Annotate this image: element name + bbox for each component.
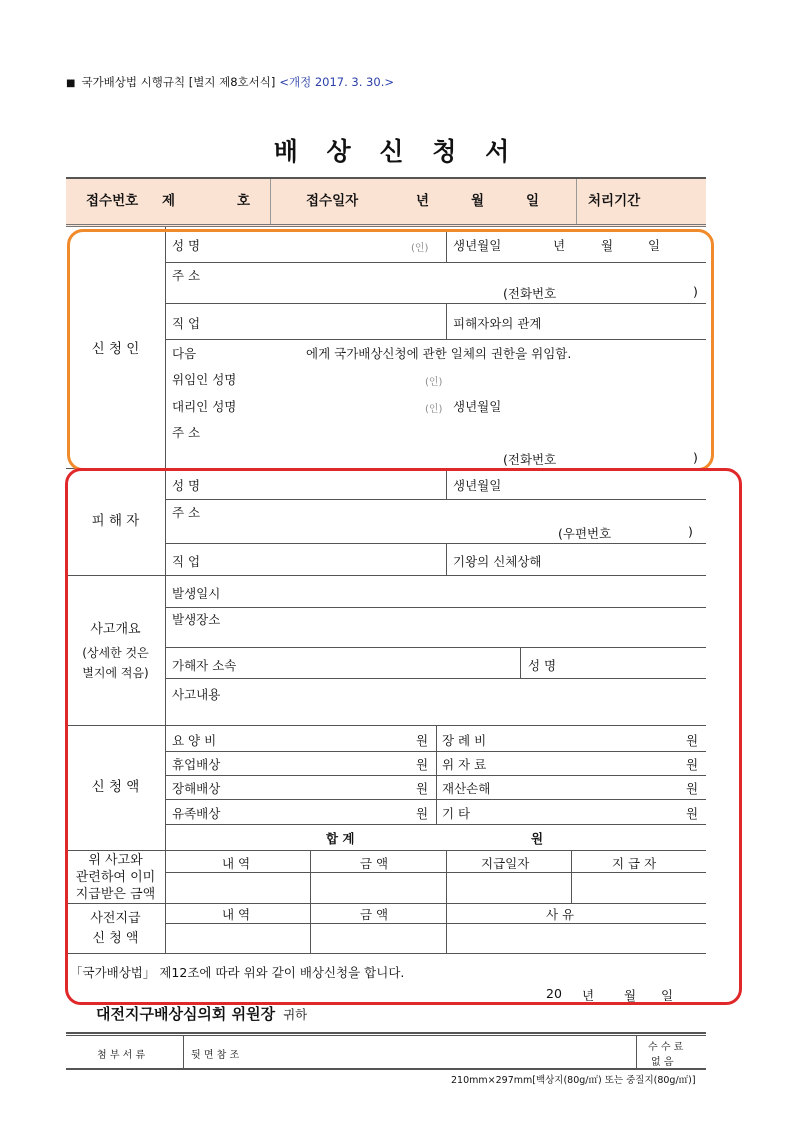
agent-seal: (인) — [425, 404, 443, 415]
applicant-highlight-box — [67, 229, 714, 471]
square-marker-icon: ■ — [66, 78, 76, 89]
applicant-relation-label: 피해자와의 관계 — [453, 316, 542, 331]
agent-phone-close: ) — [693, 450, 698, 465]
accident-section-line1: 사고개요 — [90, 622, 141, 637]
receipt-number-label: 접수번호 — [86, 193, 139, 209]
accident-section-line3: 별지에 적음) — [82, 666, 149, 680]
form-ref-text: 국가배상법 시행규칙 [별지 제8호서식] — [81, 75, 276, 89]
applicant-birth-month: 월 — [601, 238, 614, 253]
advance-line1: 사전지급 — [90, 911, 141, 926]
victim-postal-close: ) — [688, 524, 693, 539]
receipt-date-label: 접수일자 — [306, 193, 359, 209]
claim-total-label: 합 계 — [326, 831, 355, 846]
claim-funeral-label: 장 례 비 — [442, 733, 487, 748]
addressee-name: 대전지구배상심의회 위원장 — [96, 1005, 276, 1023]
claim-won-l4: 원 — [416, 806, 429, 821]
claim-won-l1: 원 — [416, 733, 429, 748]
prior-line3: 지급받은 금액 — [75, 887, 156, 902]
declaration-day: 일 — [661, 988, 674, 1003]
processing-period-label: 처리기간 — [588, 193, 641, 209]
revision-text: <개정 2017. 3. 30.> — [279, 75, 394, 89]
prior-header-date: 지급일자 — [481, 856, 530, 871]
victim-section-label: 피 해 자 — [91, 513, 140, 529]
receipt-day: 일 — [526, 193, 540, 209]
victim-job-label: 직 업 — [172, 554, 201, 569]
victim-postal-open: (우편번호 — [558, 526, 612, 541]
attachments-value: 뒷 면 참 조 — [191, 1050, 240, 1061]
applicant-birth-day: 일 — [648, 238, 661, 253]
receipt-year: 년 — [416, 193, 430, 209]
victim-address-label: 주 소 — [172, 505, 201, 520]
claim-other-label: 기 타 — [442, 806, 471, 821]
claim-won-r4: 원 — [686, 806, 699, 821]
claim-consolation-label: 위 자 료 — [442, 757, 487, 772]
claim-won-l2: 원 — [416, 757, 429, 772]
prior-header-payer: 지 급 자 — [612, 856, 657, 871]
paper-spec: 210mm×297mm[백상지(80g/㎡) 또는 중질지(80g/㎡)] — [451, 1075, 696, 1086]
advance-header-amount: 금 액 — [360, 907, 389, 922]
applicant-name-label: 성 명 — [172, 238, 201, 253]
advance-line2: 신 청 액 — [92, 931, 139, 946]
declaration-text: 「국가배상법」 제12조에 따라 위와 같이 배상신청을 합니다. — [70, 965, 405, 980]
claim-won-r1: 원 — [686, 733, 699, 748]
claim-medical-label: 요 양 비 — [172, 733, 217, 748]
page-title: 배 상 신 청 서 — [273, 137, 520, 166]
claim-won-l3: 원 — [416, 781, 429, 796]
agent-name-label: 대리인 성명 — [172, 399, 237, 414]
applicant-birth-year: 년 — [553, 238, 566, 253]
fee-line1: 수 수 료 — [648, 1042, 684, 1053]
prior-header-detail: 내 역 — [222, 856, 251, 871]
receipt-je: 제 — [162, 193, 176, 209]
declaration-year-prefix: 20 — [546, 986, 562, 1001]
receipt-bar — [66, 177, 706, 227]
delegation-text: 에게 국가배상신청에 관한 일체의 권한을 위임함. — [306, 346, 572, 361]
agent-birth-label: 생년월일 — [453, 399, 502, 414]
claim-property-label: 재산손해 — [442, 781, 491, 796]
addressee-suffix: 귀하 — [283, 1007, 308, 1022]
victim-birth-label: 생년월일 — [453, 478, 502, 493]
offender-name-label: 성 명 — [528, 658, 557, 673]
claim-section-label: 신 청 액 — [91, 779, 140, 795]
applicant-job-label: 직 업 — [172, 316, 201, 331]
declaration-month: 월 — [624, 988, 637, 1003]
applicant-seal: (인) — [411, 243, 429, 254]
accident-section-line2: (상세한 것은 — [82, 646, 149, 660]
prior-line1: 위 사고와 — [88, 853, 143, 868]
receipt-ho: 호 — [237, 193, 251, 209]
accident-place-label: 발생장소 — [172, 612, 221, 627]
advance-header-reason: 사 유 — [546, 907, 575, 922]
attachments-label: 첨 부 서 류 — [97, 1050, 146, 1061]
agent-address-label: 주 소 — [172, 425, 201, 440]
applicant-address-label: 주 소 — [172, 268, 201, 283]
advance-header-detail: 내 역 — [222, 907, 251, 922]
delegator-seal: (인) — [425, 377, 443, 388]
offender-org-label: 가해자 소속 — [172, 658, 237, 673]
receipt-month: 월 — [471, 193, 485, 209]
delegator-name-label: 위임인 성명 — [172, 372, 237, 387]
claim-total-won: 원 — [531, 831, 544, 846]
applicant-phone-close: ) — [693, 284, 698, 299]
claim-won-r3: 원 — [686, 781, 699, 796]
applicant-section-label: 신 청 인 — [91, 341, 140, 357]
fee-line2: 없 음 — [651, 1057, 674, 1068]
claim-lost-income-label: 휴업배상 — [172, 757, 221, 772]
addressee — [96, 1003, 307, 1024]
victim-name-label: 성 명 — [172, 478, 201, 493]
declaration-year: 년 — [582, 988, 595, 1003]
claim-disability-label: 장해배상 — [172, 781, 221, 796]
applicant-phone-open: (전화번호 — [503, 286, 557, 301]
prior-header-amount: 금 액 — [360, 856, 389, 871]
agent-phone-open: (전화번호 — [503, 452, 557, 467]
victim-claim-highlight-box — [65, 468, 742, 1005]
claim-bereaved-label: 유족배상 — [172, 806, 221, 821]
form-reference — [66, 74, 394, 90]
delegation-next: 다음 — [172, 346, 197, 361]
accident-content-label: 사고내용 — [172, 687, 221, 702]
applicant-birth-label: 생년월일 — [453, 238, 502, 253]
victim-injury-label: 기왕의 신체상해 — [453, 554, 542, 569]
accident-datetime-label: 발생일시 — [172, 586, 221, 601]
prior-line2: 관련하여 이미 — [75, 870, 156, 885]
claim-won-r2: 원 — [686, 757, 699, 772]
